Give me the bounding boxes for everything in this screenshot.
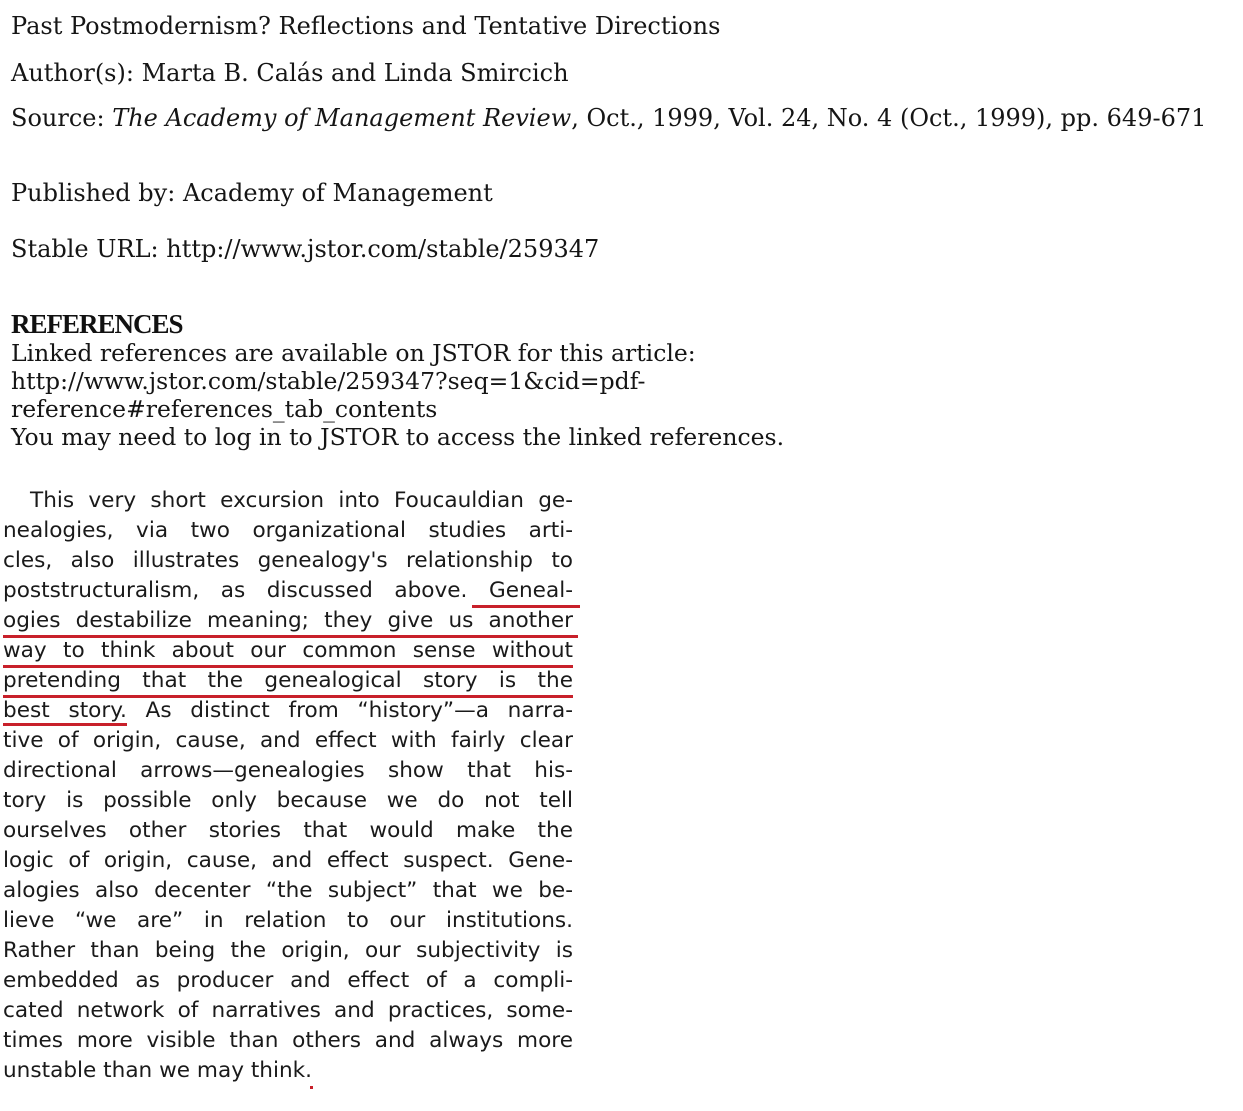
text-line: cles, also illustrates genealogy's relationship to — [3, 548, 573, 573]
publisher-name: Academy of Management — [182, 179, 493, 207]
author-names: Marta B. Calás and Linda Smircich — [141, 59, 569, 87]
highlight-underline — [472, 605, 580, 608]
references-login-note: You may need to log in to JSTOR to access the linked references. — [11, 423, 785, 451]
text-line: nealogies, via two organizational studies arti- — [3, 518, 573, 543]
text-line: directional arrows—genealogies show that his- — [3, 758, 573, 783]
stable-url-label: Stable URL: — [11, 235, 159, 263]
author-label: Author(s): — [11, 59, 134, 87]
text-line: best story. As distinct from “history”—a narra- — [3, 698, 573, 723]
text-line: cated network of narratives and practices, some- — [3, 998, 573, 1023]
highlight-underline — [3, 635, 578, 638]
article-title: Past Postmodernism? Reflections and Tentative Directions — [11, 12, 721, 40]
text-line: times more visible than others and always more — [3, 1028, 573, 1053]
stable-url-link[interactable]: http://www.jstor.com/stable/259347 — [166, 235, 600, 263]
author-line — [11, 59, 569, 87]
text-line: way to think about our common sense without — [3, 638, 573, 663]
source-details: , Oct., 1999, Vol. 24, No. 4 (Oct., 1999), pp. 649-671 — [571, 104, 1207, 132]
references-note: Linked references are available on JSTOR for this article: — [11, 339, 696, 367]
highlight-underline — [3, 723, 127, 726]
text-line: pretending that the genealogical story is the — [3, 668, 573, 693]
text-line: This very short excursion into Foucauldian ge- — [30, 488, 573, 513]
references-link-part1[interactable]: http://www.jstor.com/stable/259347?seq=1&cid=pdf- — [11, 367, 646, 395]
text-line: tory is possible only because we do not tell — [3, 788, 573, 813]
references-link-part2[interactable]: reference#references_tab_contents — [11, 395, 438, 423]
text-line: tive of origin, cause, and effect with fairly clear — [3, 728, 573, 753]
text-line: unstable than we may think. — [3, 1058, 313, 1083]
text-line: embedded as producer and effect of a compli- — [3, 968, 573, 993]
publisher-label: Published by: — [11, 179, 176, 207]
source-label: Source: — [11, 104, 105, 132]
text-line: alogies also decenter “the subject” that we be- — [3, 878, 573, 903]
source-line — [11, 104, 1236, 132]
stable-url-line — [11, 235, 599, 263]
publisher-line — [11, 179, 493, 207]
text-line: Rather than being the origin, our subjectivity is — [3, 938, 573, 963]
text-line: ogies destabilize meaning; they give us another — [3, 608, 573, 633]
text-line: logic of origin, cause, and effect suspect. Gene- — [3, 848, 573, 873]
highlight-underline — [3, 695, 573, 698]
references-heading: REFERENCES — [11, 309, 183, 339]
article-excerpt — [3, 486, 573, 1086]
highlight-underline — [3, 665, 573, 668]
text-line: ourselves other stories that would make the — [3, 818, 573, 843]
source-journal: The Academy of Management Review — [112, 104, 572, 132]
text-line: poststructuralism, as discussed above. Geneal- — [3, 578, 573, 603]
text-line: lieve “we are” in relation to our institutions. — [3, 908, 573, 933]
annotation-mark — [310, 1086, 313, 1089]
